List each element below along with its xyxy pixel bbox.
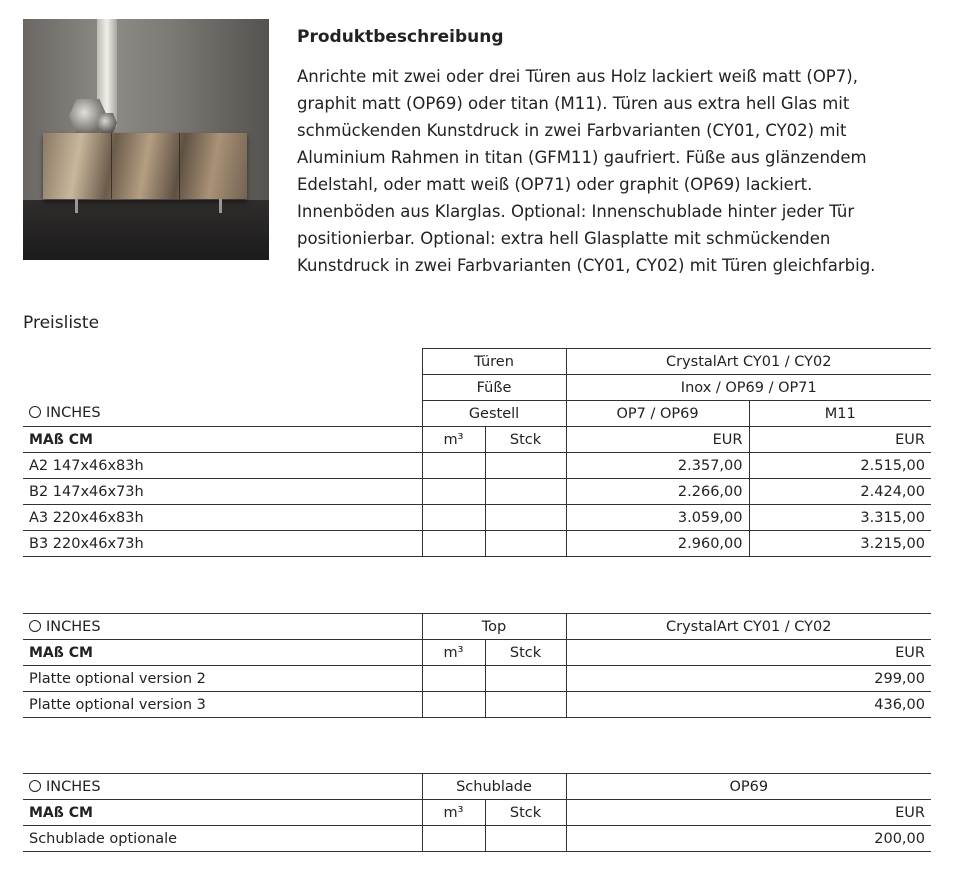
photo-vase-small xyxy=(97,113,117,133)
row-name: Schublade optionale xyxy=(23,826,422,852)
inches-label: INCHES xyxy=(46,778,101,795)
price-op: 2.357,00 xyxy=(566,453,749,479)
doors-value: CrystalArt CY01 / CY02 xyxy=(566,349,931,375)
feet-label: Füße xyxy=(422,375,566,401)
m3-label: m³ xyxy=(422,800,485,826)
stck-label: Stck xyxy=(485,427,566,453)
inches-toggle[interactable] xyxy=(23,614,422,640)
photo-leg xyxy=(219,199,222,213)
price-table-sideboard xyxy=(23,348,931,557)
row-name: Platte optional version 3 xyxy=(23,692,422,718)
currency-m11: EUR xyxy=(749,427,931,453)
table-row xyxy=(23,453,931,479)
drawer-value: OP69 xyxy=(566,774,931,800)
frame-label: Gestell xyxy=(422,401,566,427)
col-m11: M11 xyxy=(749,401,931,427)
price-m11: 3.315,00 xyxy=(749,505,931,531)
radio-circle-icon[interactable] xyxy=(29,620,41,632)
inches-label: INCHES xyxy=(46,618,101,635)
table-row xyxy=(23,666,931,692)
row-name: Platte optional version 2 xyxy=(23,666,422,692)
price: 299,00 xyxy=(566,666,931,692)
size-cm-label: MAß CM xyxy=(23,800,422,826)
col-op7-op69: OP7 / OP69 xyxy=(566,401,749,427)
top-value: CrystalArt CY01 / CY02 xyxy=(566,614,931,640)
inches-label: INCHES xyxy=(46,405,101,422)
row-size: B3 220x46x73h xyxy=(23,531,422,557)
size-cm-label: MAß CM xyxy=(23,427,422,453)
table-row xyxy=(23,479,931,505)
stck-label: Stck xyxy=(485,640,566,666)
photo-sideboard xyxy=(43,133,247,199)
product-image xyxy=(23,19,269,260)
photo-leg xyxy=(75,199,78,213)
price: 436,00 xyxy=(566,692,931,718)
price-table-top xyxy=(23,613,931,718)
row-size: A2 147x46x83h xyxy=(23,453,422,479)
m3-label: m³ xyxy=(422,640,485,666)
inches-toggle[interactable] xyxy=(23,774,422,800)
table-row xyxy=(23,826,931,852)
drawer-label: Schublade xyxy=(422,774,566,800)
price-list-title: Preisliste xyxy=(23,313,100,333)
price-op: 2.266,00 xyxy=(566,479,749,505)
price-m11: 2.515,00 xyxy=(749,453,931,479)
top-label: Top xyxy=(422,614,566,640)
price-table-drawer xyxy=(23,773,931,852)
feet-value: Inox / OP69 / OP71 xyxy=(566,375,931,401)
table-row xyxy=(23,505,931,531)
doors-label: Türen xyxy=(422,349,566,375)
size-cm-label: MAß CM xyxy=(23,640,422,666)
table-row xyxy=(23,692,931,718)
stck-label: Stck xyxy=(485,800,566,826)
description-title: Produktbeschreibung xyxy=(297,27,504,47)
currency-op: EUR xyxy=(566,427,749,453)
currency: EUR xyxy=(566,800,931,826)
radio-circle-icon[interactable] xyxy=(29,780,41,792)
radio-circle-icon[interactable] xyxy=(29,406,41,418)
inches-toggle[interactable] xyxy=(23,401,422,427)
price: 200,00 xyxy=(566,826,931,852)
description-text: Anrichte mit zwei oder drei Türen aus Holz lackiert weiß matt (OP7), graphit matt (OP69) oder titan (M11). Türen aus extra hell Glas mit schmückenden Kunstdruck in zwei Farbvarianten (CY01, CY02) mit Aluminium Rahmen in titan (GFM11) gaufriert. Füße aus glänzendem Edelstahl, oder matt weiß (OP71) oder graphit (OP69) lackiert. Innenböden aus Klarglas. Optional: Innenschublade hinter jeder Tür positionierbar. Optional: extra hell Glasplatte mit schmückenden Kunstdruck in zwei Farbvarianten (CY01, CY02) mit Türen gleichfarbig. xyxy=(297,67,876,275)
row-size: A3 220x46x83h xyxy=(23,505,422,531)
price-m11: 2.424,00 xyxy=(749,479,931,505)
table-row xyxy=(23,531,931,557)
price-m11: 3.215,00 xyxy=(749,531,931,557)
m3-label: m³ xyxy=(422,427,485,453)
price-op: 3.059,00 xyxy=(566,505,749,531)
price-op: 2.960,00 xyxy=(566,531,749,557)
photo-floor xyxy=(23,200,269,260)
row-size: B2 147x46x73h xyxy=(23,479,422,505)
currency: EUR xyxy=(566,640,931,666)
